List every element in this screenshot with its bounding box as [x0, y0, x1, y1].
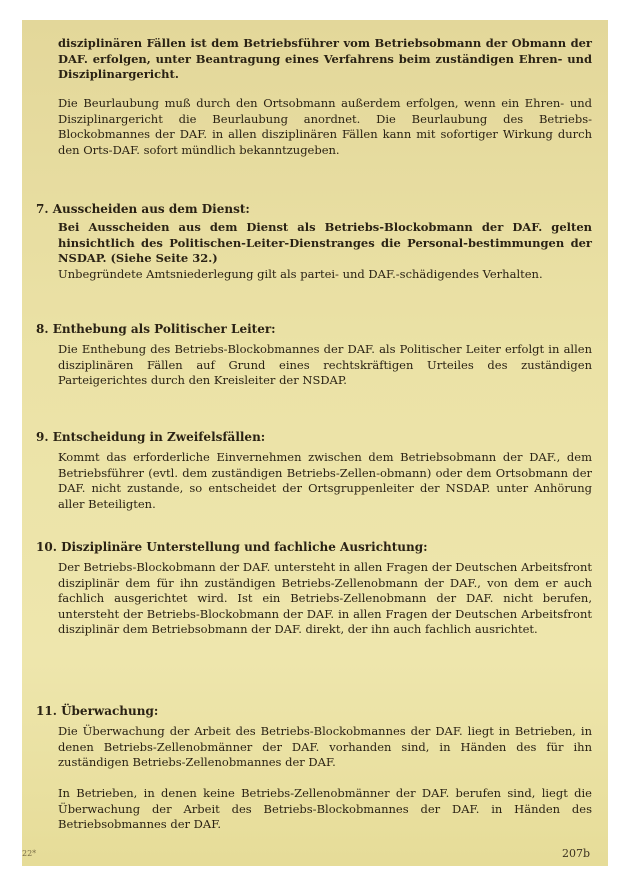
section-7-paragraph-1: Bei Ausscheiden aus dem Dienst als Betriebs-Blockobmann der DAF. gelten hinsichtlich des Politischen-Leiter-Dienstranges die Personal-bestimmungen der NSDAP. (Siehe Seite 32.) [58, 220, 592, 266]
document-page [22, 20, 608, 866]
intro-paragraph-2: Die Beurlaubung muß durch den Ortsobmann außerdem erfolgen, wenn ein Ehren- und Disziplinargericht die Beurlaubung anordnet. Die Beurlaubung des Betriebs-Blockobmannes der DAF. in allen disziplinären Fällen kann mit sofortiger Wirkung durch den Orts-DAF. sofort mündlich bekanntzugeben. [58, 96, 592, 157]
section-8-heading [36, 322, 592, 338]
section-number: 9. [36, 430, 49, 444]
section-number: 11. [36, 704, 57, 718]
section-11-paragraph-2: In Betrieben, in denen keine Betriebs-Zellenobmänner der DAF. berufen sind, liegt die Überwachung der Arbeit des Betriebs-Blockobmannes der DAF. in Händen des Betriebsobmannes der DAF. [58, 786, 592, 832]
section-9-paragraph-1: Kommt das erforderliche Einvernehmen zwischen dem Betriebsobmann der DAF., dem Betriebsführer (evtl. dem zuständigen Betriebs-Zellen-obmann) oder dem Ortsobmann der DAF. nicht zustande, so entscheidet der Ortsgruppenleiter der NSDAP. unter Anhörung aller Beteiligten. [58, 450, 592, 511]
page-content [22, 20, 608, 866]
section-title: Enthebung als Politischer Leiter: [52, 322, 276, 336]
section-7-heading [36, 202, 592, 218]
section-9-heading [36, 430, 592, 446]
section-title: Überwachung: [61, 704, 159, 718]
section-title: Ausscheiden aus dem Dienst: [52, 202, 250, 216]
section-title: Entscheidung in Zweifelsfällen: [52, 430, 266, 444]
page-marker-left: 22* [22, 849, 37, 859]
section-number: 8. [36, 322, 49, 336]
section-11-paragraph-1: Die Überwachung der Arbeit des Betriebs-Blockobmannes der DAF. liegt in Betrieben, in denen Betriebs-Zellenobmänner der DAF. vorhanden sind, in Händen des für ihn zuständigen Betriebs-Zellenobmannes der DAF. [58, 724, 592, 770]
section-number: 10. [36, 540, 57, 554]
section-10-paragraph-1: Der Betriebs-Blockobmann der DAF. untersteht in allen Fragen der Deutschen Arbeitsfront disziplinär dem für ihn zuständigen Betriebs-Zellenobmann der DAF., von dem er auch fachlich ausgerichtet wird. Ist ein Betriebs-Zellenobmann der DAF. nicht berufen, untersteht der Betriebs-Blockobmann der DAF. in allen Fragen der Deutschen Arbeitsfront disziplinär dem Betriebsobmann der DAF. direkt, der ihn auch fachlich ausrichtet. [58, 560, 592, 637]
section-7-paragraph-2: Unbegründete Amtsniederlegung gilt als partei- und DAF.-schädigendes Verhalten. [58, 267, 543, 281]
section-11-heading [36, 704, 592, 720]
section-10-heading [36, 540, 592, 556]
section-number: 7. [36, 202, 49, 216]
section-title: Disziplinäre Unterstellung und fachliche Ausrichtung: [61, 540, 428, 554]
section-8-paragraph-1: Die Enthebung des Betriebs-Blockobmannes der DAF. als Politischer Leiter erfolgt in allen disziplinären Fällen auf Grund eines rechtskräftigen Urteiles des zuständigen Parteigerichtes durch den Kreisleiter der NSDAP. [58, 342, 592, 388]
intro-paragraph-1: disziplinären Fällen ist dem Betriebsführer vom Betriebsobmann der Obmann der DAF. erfolgen, unter Beantragung eines Verfahrens beim zuständigen Ehren- und Disziplinargericht. [58, 36, 592, 82]
page-number: 207b [561, 847, 590, 861]
